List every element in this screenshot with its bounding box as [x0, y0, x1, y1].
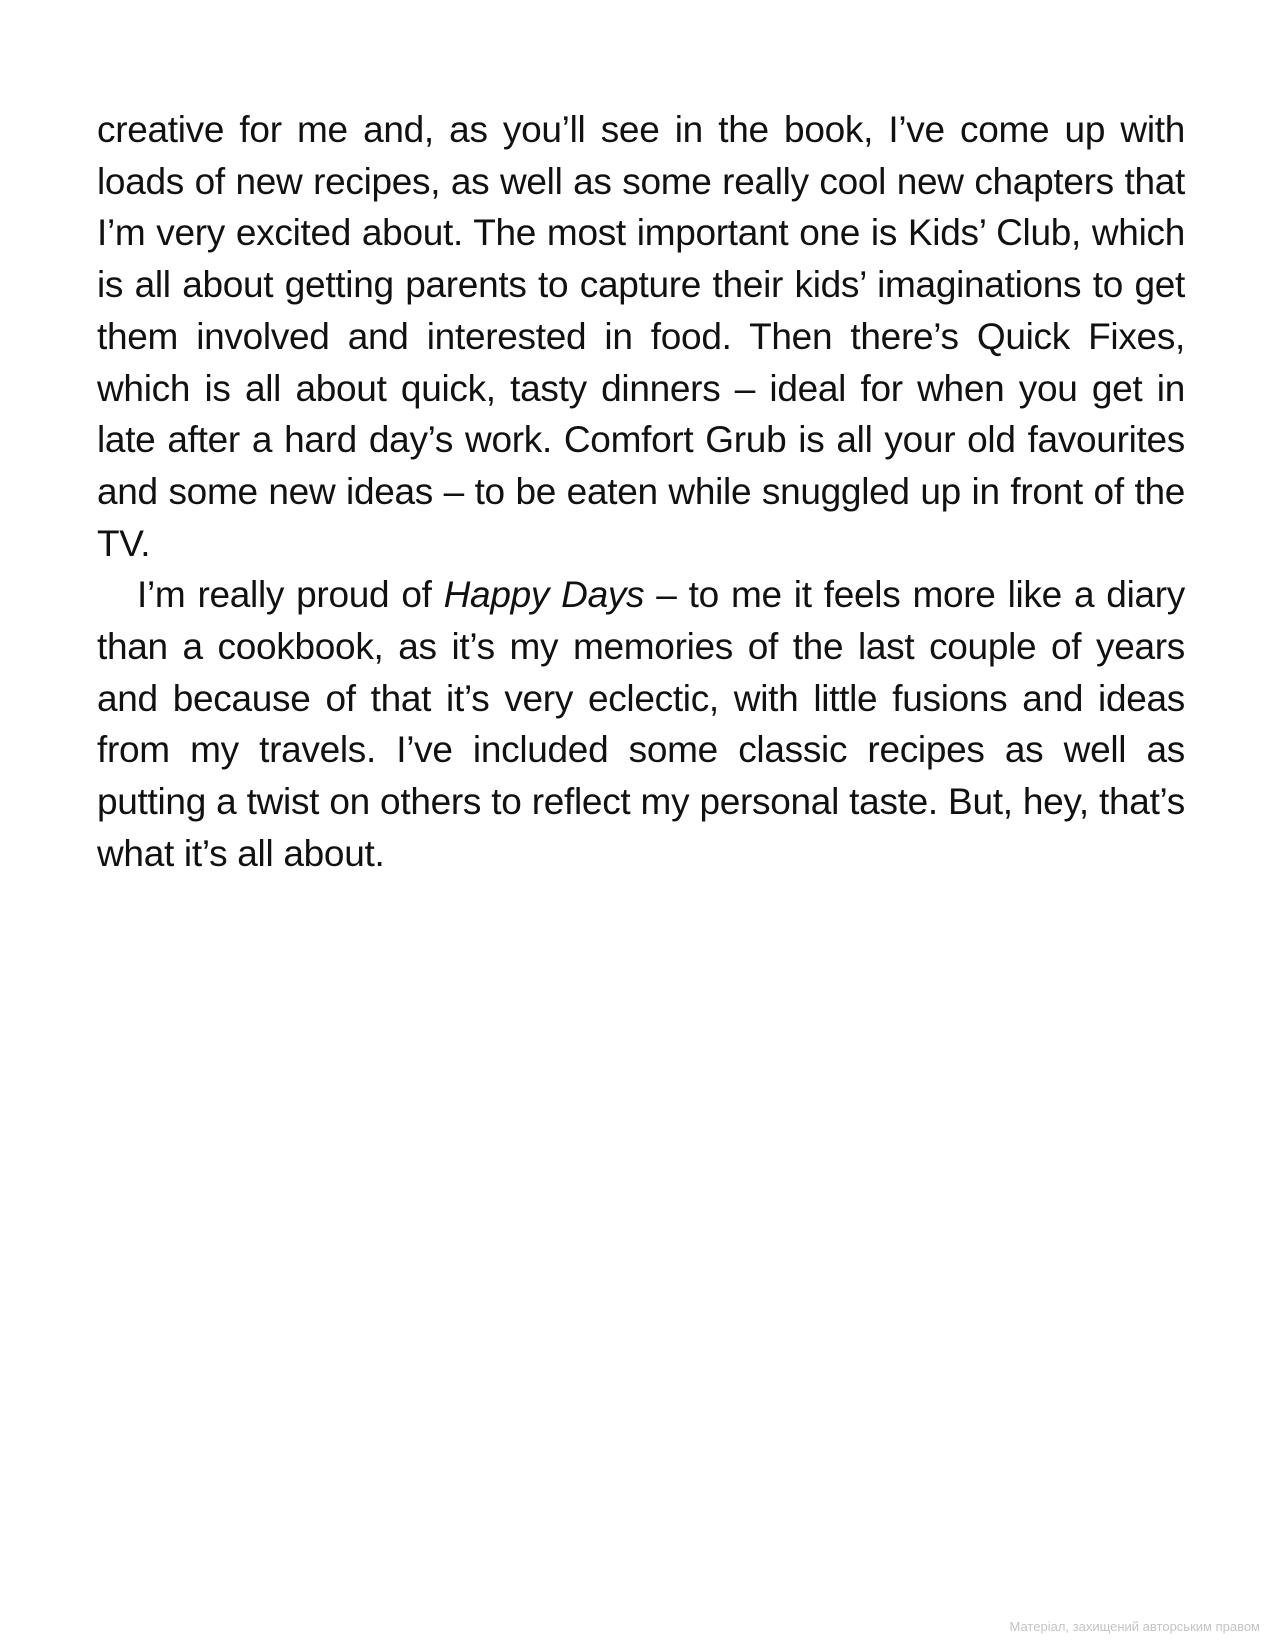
- copyright-watermark: Матеріал, захищений авторським правом: [1009, 1619, 1260, 1634]
- paragraph-2: [97, 569, 1185, 879]
- paragraph-2-rest: – to me it feels more like a diary than a cookbook, as it’s my memories of the last couple of years and because of that it’s very eclectic, with little fusions and ideas from my travels. I’ve included some classic recipes as well as putting a twist on others to reflect my personal taste. But, hey, that’s what it’s all about.: [97, 574, 1185, 874]
- paragraph-1: creative for me and, as you’ll see in the book, I’ve come up with loads of new recipes, as well as some really cool new chapters that I’m very excited about. The most important one is Kids’ Club, which is all about getting parents to capture their kids’ imaginations to get them involved and interested in food. Then there’s Quick Fixes, which is all about quick, tasty dinners – ideal for when you get in late after a hard day’s work. Comfort Grub is all your old favourites and some new ideas – to be eaten while snuggled up in front of the TV.: [97, 109, 1185, 564]
- book-title: Happy Days: [443, 574, 645, 616]
- paragraph-2-start: I’m really proud of: [137, 574, 444, 616]
- body-text: [97, 104, 1185, 880]
